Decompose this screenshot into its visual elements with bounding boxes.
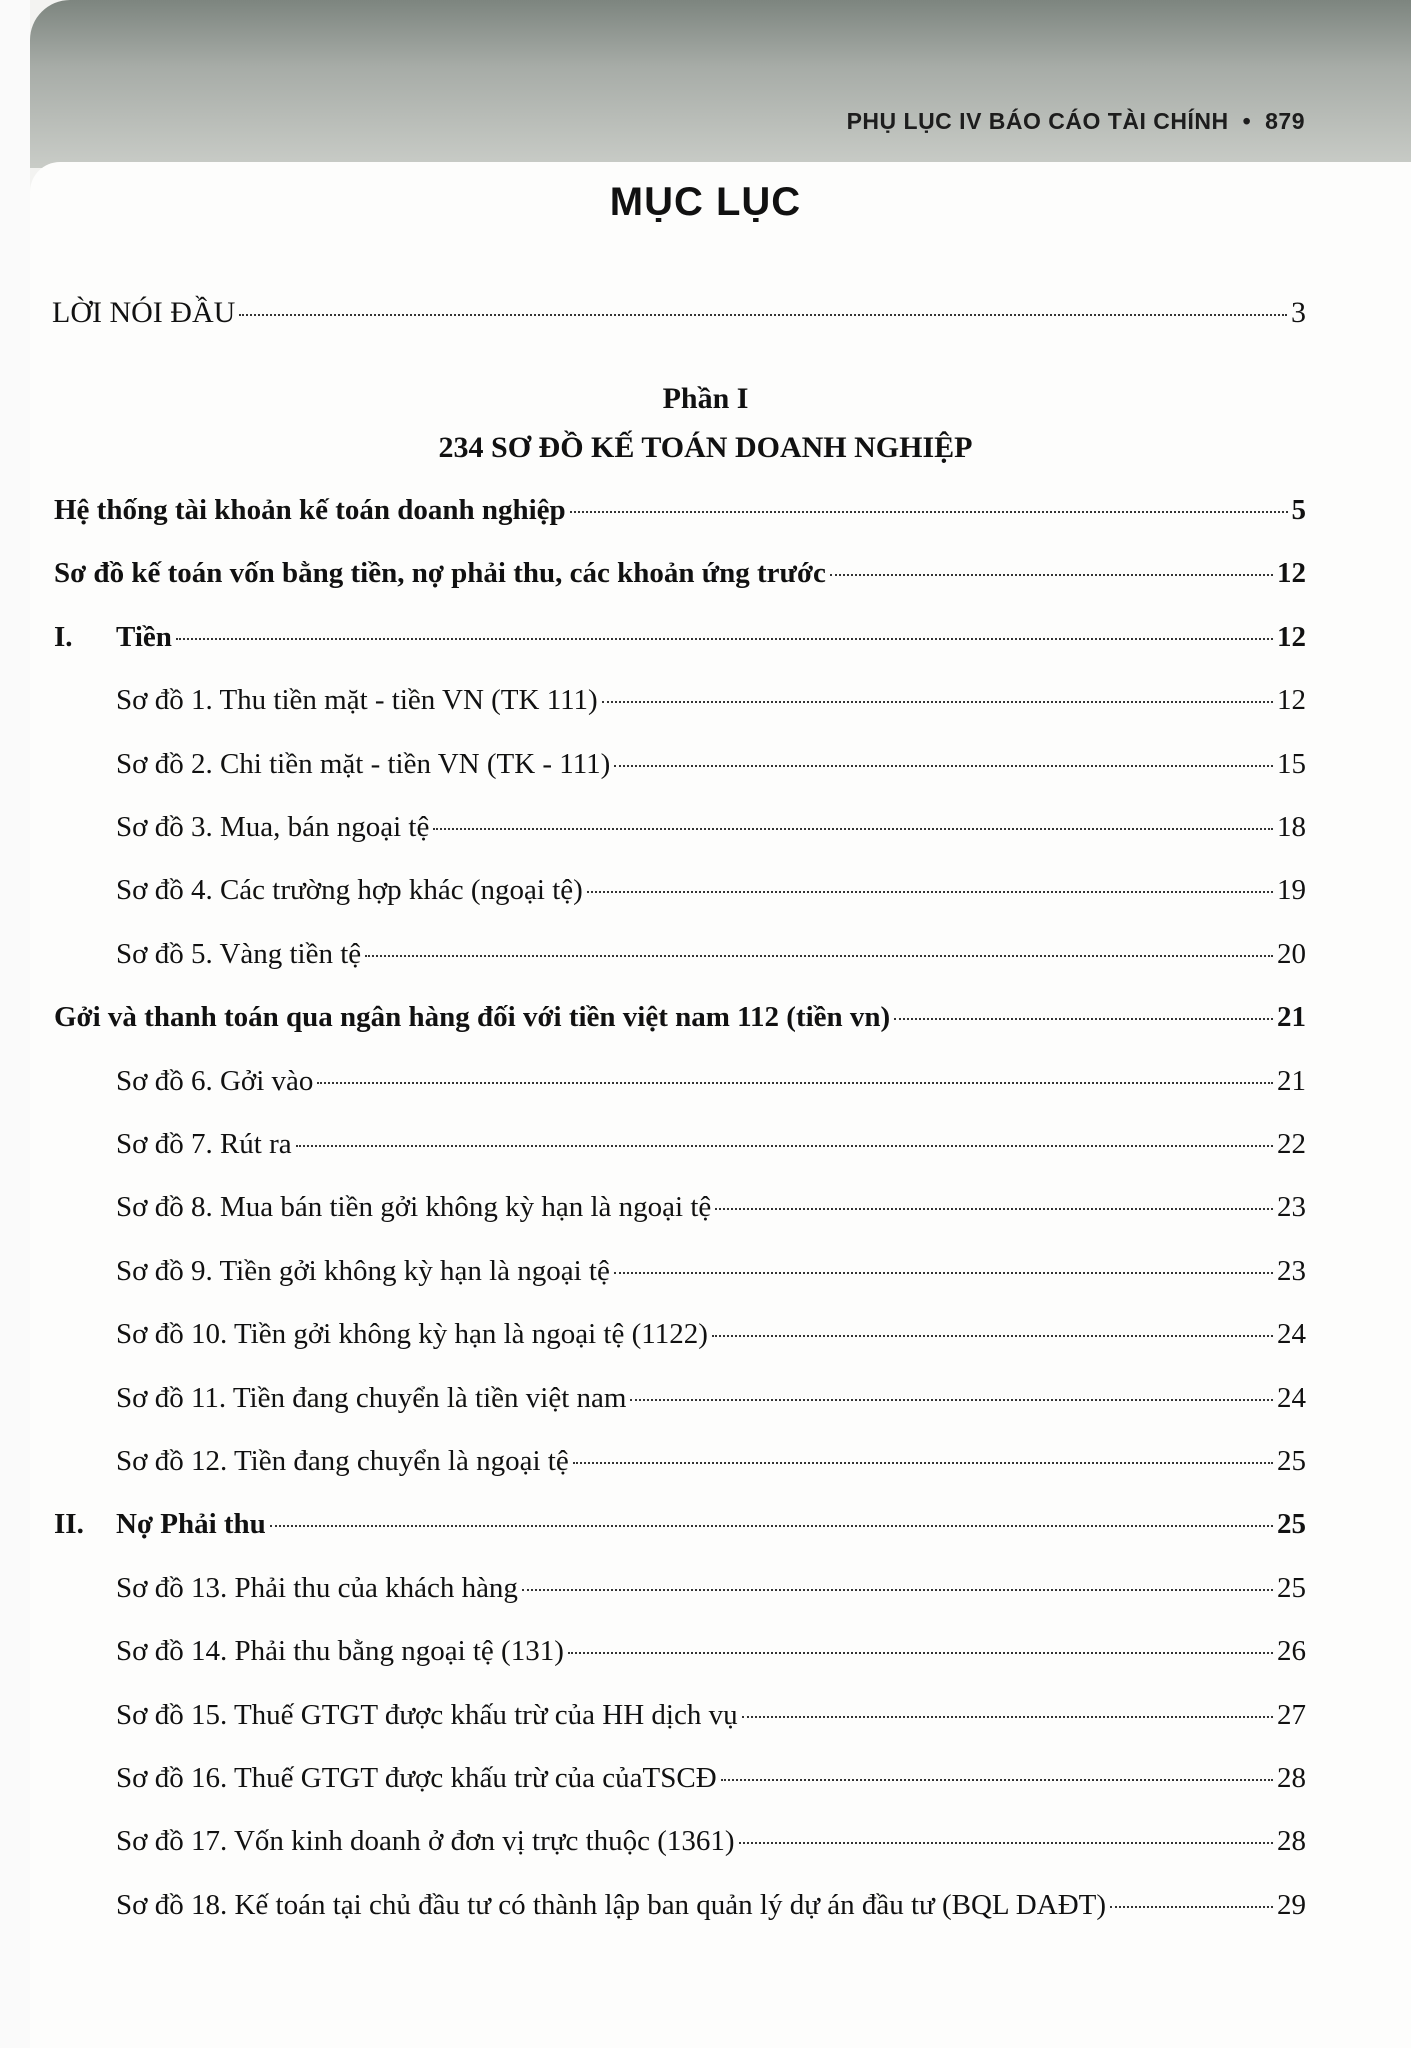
leader-dots xyxy=(712,1335,1273,1337)
leader-dots xyxy=(296,1145,1273,1147)
toc-entry[interactable] xyxy=(54,1001,1306,1041)
toc-entry[interactable] xyxy=(116,1128,1306,1168)
part-label: Phần I xyxy=(662,382,749,415)
running-header xyxy=(847,108,1305,135)
toc-label: Sơ đồ 6. Gởi vào xyxy=(116,1064,314,1097)
leader-dots xyxy=(715,1208,1273,1210)
toc-label: Sơ đồ 11. Tiền đang chuyển là tiền việt nam xyxy=(116,1381,627,1414)
toc-entry[interactable] xyxy=(116,1762,1306,1802)
toc-label: Sơ đồ 16. Thuế GTGT được khấu trừ của củaTSCĐ xyxy=(116,1762,717,1794)
leader-dots xyxy=(830,574,1273,576)
toc-entry[interactable] xyxy=(116,684,1306,724)
leader-dots xyxy=(742,1716,1273,1718)
toc-page: 25 xyxy=(1277,1571,1306,1604)
leader-dots xyxy=(433,828,1273,830)
leader-dots xyxy=(568,1652,1273,1654)
toc-label: Sơ đồ 13. Phải thu của khách hàng xyxy=(116,1571,518,1604)
toc-label: Sơ đồ 18. Kế toán tại chủ đầu tư có thành lập ban quản lý dự án đầu tư (BQL DAĐT) xyxy=(116,1888,1107,1921)
toc-page: 3 xyxy=(1291,296,1306,329)
toc-page: 12 xyxy=(1277,620,1306,653)
leader-dots xyxy=(739,1842,1273,1844)
toc-label: Sơ đồ 2. Chi tiền mặt - tiền VN (TK - 111) xyxy=(116,747,611,780)
part-title: 234 SƠ ĐỒ KẾ TOÁN DOANH NGHIỆP xyxy=(438,431,973,464)
leader-dots xyxy=(894,1018,1273,1020)
toc-number: II. xyxy=(54,1508,84,1541)
toc-entry-preface[interactable] xyxy=(52,296,1306,336)
toc-page: 20 xyxy=(1277,937,1306,970)
page-left-edge xyxy=(0,0,30,2048)
page-number: 879 xyxy=(1265,108,1305,134)
toc-label: Sơ đồ 7. Rút ra xyxy=(116,1128,292,1160)
leader-dots xyxy=(614,765,1273,767)
toc-page: 19 xyxy=(1277,874,1306,907)
toc-entry[interactable] xyxy=(54,557,1306,597)
toc-label: Sơ đồ 4. Các trường hợp khác (ngoại tệ) xyxy=(116,874,583,907)
toc-label: Sơ đồ 8. Mua bán tiền gởi không kỳ hạn là ngoại tệ xyxy=(116,1191,712,1224)
toc-page: 24 xyxy=(1277,1381,1306,1414)
toc-label: Sơ đồ 5. Vàng tiền tệ xyxy=(116,937,362,970)
toc-label: Sơ đồ 3. Mua, bán ngoại tệ xyxy=(116,811,430,843)
toc-page: 21 xyxy=(1277,1001,1306,1034)
toc-label: Sơ đồ 1. Thu tiền mặt - tiền VN (TK 111) xyxy=(116,684,598,717)
toc-entry[interactable] xyxy=(116,1065,1306,1105)
leader-dots xyxy=(587,891,1273,893)
toc-entry[interactable] xyxy=(116,1889,1306,1929)
leader-dots xyxy=(630,1399,1273,1401)
toc-label: Tiền xyxy=(116,620,172,653)
toc-page: 12 xyxy=(1277,684,1306,717)
toc-page: 24 xyxy=(1277,1318,1306,1351)
toc-label: Hệ thống tài khoản kế toán doanh nghiệp xyxy=(54,494,566,526)
toc-entry[interactable] xyxy=(116,811,1306,851)
leader-dots xyxy=(1110,1906,1273,1908)
toc-entry[interactable] xyxy=(116,1382,1306,1422)
header-band xyxy=(30,0,1411,168)
toc-entry[interactable] xyxy=(54,494,1306,534)
toc-label: LỜI NÓI ĐẦU xyxy=(52,296,236,329)
toc-entry[interactable] xyxy=(116,748,1306,788)
page-title: MỤC LỤC xyxy=(609,180,802,224)
toc-entry[interactable] xyxy=(116,1318,1306,1358)
toc-number: I. xyxy=(54,620,73,653)
toc-page: 12 xyxy=(1277,557,1306,590)
leader-dots xyxy=(365,955,1273,957)
toc-label: Sơ đồ 15. Thuế GTGT được khấu trừ của HH dịch vụ xyxy=(116,1698,738,1731)
toc-label: Sơ đồ 14. Phải thu bằng ngoại tệ (131) xyxy=(116,1635,564,1668)
toc-page: 28 xyxy=(1277,1825,1306,1858)
leader-dots xyxy=(602,701,1273,703)
toc-page: 18 xyxy=(1277,811,1306,843)
toc-label: Sơ đồ 10. Tiền gởi không kỳ hạn là ngoại tệ (1122) xyxy=(116,1318,708,1351)
separator: • xyxy=(1242,108,1252,134)
toc-entry[interactable] xyxy=(116,1572,1306,1612)
toc-entry[interactable] xyxy=(116,1191,1306,1231)
toc-entry[interactable] xyxy=(116,1445,1306,1485)
toc-page: 25 xyxy=(1277,1508,1306,1541)
leader-dots xyxy=(239,314,1287,316)
toc-entry[interactable] xyxy=(116,1635,1306,1675)
toc-label: Nợ Phải thu xyxy=(116,1508,266,1541)
leader-dots xyxy=(573,1462,1273,1464)
toc-entry[interactable] xyxy=(116,1255,1306,1295)
toc-page: 29 xyxy=(1277,1888,1306,1921)
toc-page: 21 xyxy=(1277,1064,1306,1097)
toc-page: 15 xyxy=(1277,747,1306,780)
leader-dots xyxy=(176,638,1273,640)
toc-label: Sơ đồ 12. Tiền đang chuyển là ngoại tệ xyxy=(116,1445,569,1477)
toc-label: Sơ đồ 9. Tiền gởi không kỳ hạn là ngoại tệ xyxy=(116,1254,610,1287)
toc-label: Sơ đồ 17. Vốn kinh doanh ở đơn vị trực thuộc (1361) xyxy=(116,1825,735,1858)
leader-dots xyxy=(570,511,1288,513)
toc-page: 5 xyxy=(1291,494,1306,526)
leader-dots xyxy=(270,1525,1273,1527)
toc-label: Gởi và thanh toán qua ngân hàng đối với tiền việt nam 112 (tiền vn) xyxy=(54,1001,891,1034)
leader-dots xyxy=(721,1779,1273,1781)
toc-entry[interactable] xyxy=(116,874,1306,914)
toc-entry[interactable] xyxy=(54,1508,1306,1548)
toc-page: 25 xyxy=(1277,1445,1306,1477)
leader-dots xyxy=(614,1272,1273,1274)
toc-entry[interactable] xyxy=(116,1825,1306,1865)
running-title: PHỤ LỤC IV BÁO CÁO TÀI CHÍNH xyxy=(846,108,1229,134)
toc-page: 23 xyxy=(1277,1254,1306,1287)
toc-page: 28 xyxy=(1277,1762,1306,1794)
toc-page: 23 xyxy=(1277,1191,1306,1224)
leader-dots xyxy=(317,1082,1273,1084)
toc-page: 26 xyxy=(1277,1635,1306,1668)
leader-dots xyxy=(522,1589,1273,1591)
toc-page: 22 xyxy=(1277,1128,1306,1160)
toc-entry[interactable] xyxy=(116,938,1306,978)
toc-label: Sơ đồ kế toán vốn bằng tiền, nợ phải thu, các khoản ứng trước xyxy=(54,557,826,590)
toc-entry[interactable] xyxy=(116,1699,1306,1739)
toc-page: 27 xyxy=(1277,1698,1306,1731)
toc-entry[interactable] xyxy=(54,621,1306,661)
